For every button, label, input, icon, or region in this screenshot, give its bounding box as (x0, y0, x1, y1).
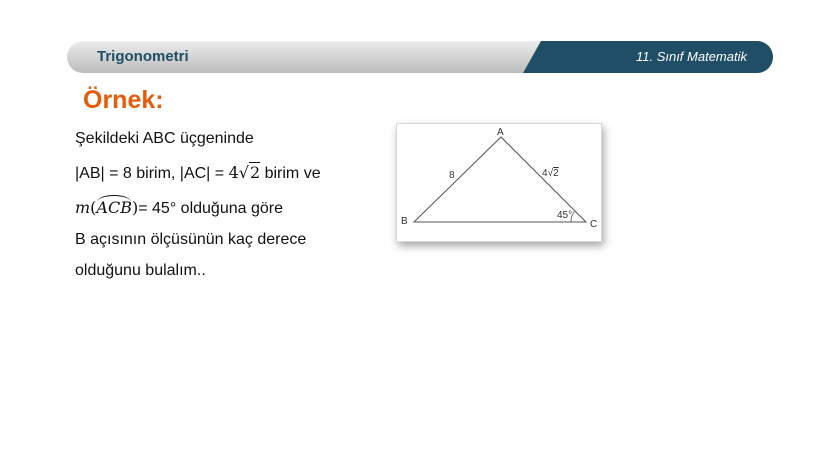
problem-line-2 (75, 163, 321, 183)
triangle-figure (396, 123, 602, 242)
angle-value-text: = 45° olduğuna göre (138, 200, 283, 217)
problem-line-5: olduğunu bulalım.. (75, 262, 206, 279)
vertex-a-label: A (497, 127, 504, 138)
course-title: 11. Sınıf Matematik (635, 49, 747, 64)
lengths-text: |AB| = 8 birim, |AC| = (75, 165, 229, 182)
close-paren: ) (131, 198, 139, 217)
problem-line-1: Şekildeki ABC üçgeninde (75, 130, 254, 147)
problem-line-3 (75, 198, 283, 218)
subject-title: Trigonometri (97, 48, 189, 65)
vertex-c-label: C (590, 219, 598, 230)
problem-line-4: B açısının ölçüsünün kaç derece (75, 231, 307, 248)
unit-text: birim ve (260, 165, 321, 182)
open-paren: ( (90, 198, 97, 217)
triangle-diagram (397, 124, 601, 241)
vertex-b-label: B (401, 216, 408, 227)
measure-symbol: m (75, 198, 91, 217)
angle-c-label: 45° (557, 210, 573, 221)
side-ab-label: 8 (449, 170, 455, 181)
sqrt-symbol: √ (238, 163, 249, 182)
side-ac-label: 4√2 (542, 168, 559, 179)
sqrt-radicand: 2 (249, 163, 261, 182)
header-banner (67, 41, 773, 73)
angle-name: ACB (96, 198, 132, 217)
sqrt-coefficient: 4 (228, 163, 239, 182)
example-heading: Örnek: (83, 86, 164, 114)
